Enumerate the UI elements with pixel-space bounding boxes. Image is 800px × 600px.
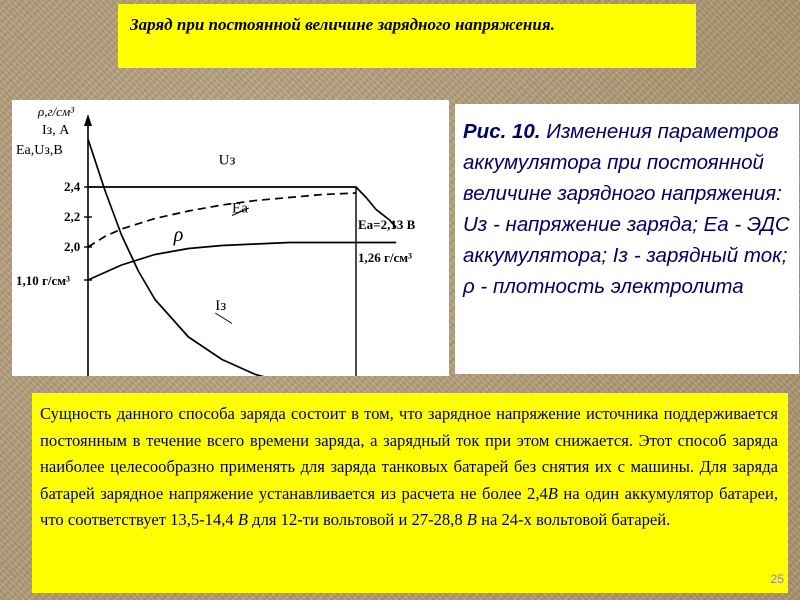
series-label: Eа=2,13 В: [358, 217, 416, 232]
series-line-ea: [88, 193, 356, 247]
body-text-3: для 12-ти вольтовой и 27-28,8: [248, 510, 467, 530]
unit-volt-3: В: [466, 510, 477, 530]
body-text-2: на один аккумулятор батареи, что соответствует 13,5-14,4: [40, 483, 778, 530]
series-label: ρ: [173, 224, 184, 246]
series-line-iz: [88, 139, 356, 376]
y-axis-label-voltage: Eа,Uз,В: [16, 143, 63, 158]
y-axis-label-current: Iз, А: [42, 123, 70, 138]
series-label: 1,26 г/см³: [358, 250, 413, 265]
body-text-box: [32, 393, 788, 593]
y-tick-label: 1,10 г/см³: [16, 273, 71, 288]
figure-legend-2: ρ - плотность электролита: [463, 275, 744, 298]
series-label: Eа: [232, 200, 248, 217]
page-number: 25: [770, 572, 784, 586]
slide-title: Заряд при постоянной величине зарядного напряжения.: [130, 15, 555, 34]
y-tick-label: 2,0: [64, 239, 81, 254]
figure-description: Изменения параметров аккумулятора при постоянной величине зарядного напряжения:: [463, 120, 782, 205]
series-label: Iз: [215, 298, 227, 314]
series-label: Uз: [218, 152, 236, 169]
chart-panel: [12, 100, 449, 376]
figure-label: Рис. 10.: [463, 120, 541, 143]
unit-volt-1: В: [547, 483, 558, 503]
unit-volt-2: В: [237, 510, 248, 530]
charge-chart: [12, 100, 449, 376]
slide-title-box: [118, 4, 696, 68]
figure-caption: [455, 104, 799, 374]
y-axis-arrow: [84, 114, 92, 126]
y-tick-label: 2,2: [64, 209, 81, 224]
y-tick-label: 2,4: [64, 179, 81, 194]
body-text-4: на 24-х вольтовой батарей.: [476, 510, 671, 530]
body-text-1: Сущность данного способа заряда состоит в том, что зарядное напряжение источника поддерживается постоянным в течение всего времени заряда, а зарядный ток при этом снижается. Этот способ заряда наиболее целесообразно применять для заряда танковых батарей без снятия их с машины. Для заряда батарей зарядное напряжение устанавливается из расчета не более 2,4: [40, 404, 778, 503]
figure-legend-1: Uз - напряжение заряда; Еа - ЭДС аккумулятора; Iз - зарядный ток;: [463, 213, 790, 267]
y-axis-label-density: ρ,г/см³: [38, 104, 75, 119]
label-leader: [215, 313, 232, 324]
